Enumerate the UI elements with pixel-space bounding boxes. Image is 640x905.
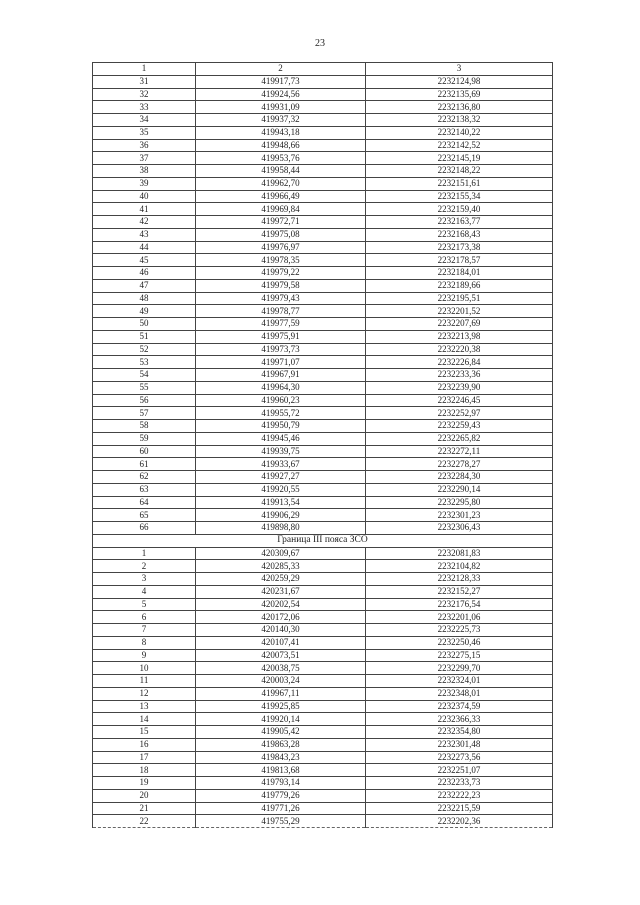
table-row xyxy=(93,713,553,726)
x-coordinate-cell: 419969,84 xyxy=(196,203,366,216)
table-row xyxy=(93,432,553,445)
x-coordinate-cell: 419971,07 xyxy=(196,356,366,369)
table-row xyxy=(93,777,553,790)
point-number-cell: 13 xyxy=(93,700,196,713)
table-row xyxy=(93,101,553,114)
x-coordinate-cell: 419920,55 xyxy=(196,483,366,496)
point-number-cell: 50 xyxy=(93,318,196,331)
section-title: Граница III пояса ЗСО xyxy=(93,534,553,547)
x-coordinate-cell: 420259,29 xyxy=(196,573,366,586)
table-row xyxy=(93,458,553,471)
point-number-cell: 32 xyxy=(93,88,196,101)
x-coordinate-cell: 420309,67 xyxy=(196,547,366,560)
point-number-cell: 22 xyxy=(93,815,196,828)
x-coordinate-cell: 419979,43 xyxy=(196,292,366,305)
table-row xyxy=(93,560,553,573)
table-row xyxy=(93,764,553,777)
point-number-cell: 14 xyxy=(93,713,196,726)
point-number-cell: 53 xyxy=(93,356,196,369)
table-row xyxy=(93,509,553,522)
table-row xyxy=(93,585,553,598)
y-coordinate-cell: 2232265,82 xyxy=(366,432,553,445)
table-row xyxy=(93,126,553,139)
point-number-cell: 46 xyxy=(93,267,196,280)
table-row xyxy=(93,802,553,815)
table-row xyxy=(93,75,553,88)
point-number-cell: 34 xyxy=(93,114,196,127)
x-coordinate-cell: 419898,80 xyxy=(196,522,366,535)
table-row xyxy=(93,751,553,764)
x-coordinate-cell: 419931,09 xyxy=(196,101,366,114)
x-coordinate-cell: 419960,23 xyxy=(196,394,366,407)
table-row xyxy=(93,330,553,343)
x-coordinate-cell: 419953,76 xyxy=(196,152,366,165)
y-coordinate-cell: 2232295,80 xyxy=(366,496,553,509)
x-coordinate-cell: 419793,14 xyxy=(196,777,366,790)
point-number-cell: 59 xyxy=(93,432,196,445)
x-coordinate-cell: 419955,72 xyxy=(196,407,366,420)
x-coordinate-cell: 419966,49 xyxy=(196,190,366,203)
table-row xyxy=(93,789,553,802)
point-number-cell: 38 xyxy=(93,165,196,178)
point-number-cell: 60 xyxy=(93,445,196,458)
y-coordinate-cell: 2232226,84 xyxy=(366,356,553,369)
table-body-top xyxy=(93,75,553,534)
point-number-cell: 62 xyxy=(93,471,196,484)
table-row xyxy=(93,152,553,165)
point-number-cell: 51 xyxy=(93,330,196,343)
column-header: 3 xyxy=(366,63,553,76)
y-coordinate-cell: 2232251,07 xyxy=(366,764,553,777)
table-row xyxy=(93,738,553,751)
table-row xyxy=(93,420,553,433)
point-number-cell: 7 xyxy=(93,624,196,637)
table-row xyxy=(93,700,553,713)
x-coordinate-cell: 419972,71 xyxy=(196,216,366,229)
point-number-cell: 39 xyxy=(93,177,196,190)
point-number-cell: 49 xyxy=(93,305,196,318)
table-row xyxy=(93,356,553,369)
x-coordinate-cell: 419843,23 xyxy=(196,751,366,764)
y-coordinate-cell: 2232207,69 xyxy=(366,318,553,331)
y-coordinate-cell: 2232124,98 xyxy=(366,75,553,88)
y-coordinate-cell: 2232272,11 xyxy=(366,445,553,458)
y-coordinate-cell: 2232301,23 xyxy=(366,509,553,522)
point-number-cell: 65 xyxy=(93,509,196,522)
x-coordinate-cell: 419920,14 xyxy=(196,713,366,726)
column-header: 1 xyxy=(93,63,196,76)
y-coordinate-cell: 2232348,01 xyxy=(366,687,553,700)
table-row xyxy=(93,407,553,420)
point-number-cell: 47 xyxy=(93,279,196,292)
table-row xyxy=(93,636,553,649)
table-row xyxy=(93,649,553,662)
x-coordinate-cell: 419979,22 xyxy=(196,267,366,280)
y-coordinate-cell: 2232148,22 xyxy=(366,165,553,178)
x-coordinate-cell: 419917,73 xyxy=(196,75,366,88)
x-coordinate-cell: 419755,29 xyxy=(196,815,366,828)
y-coordinate-cell: 2232250,46 xyxy=(366,636,553,649)
x-coordinate-cell: 419967,11 xyxy=(196,687,366,700)
y-coordinate-cell: 2232142,52 xyxy=(366,139,553,152)
y-coordinate-cell: 2232140,22 xyxy=(366,126,553,139)
x-coordinate-cell: 419813,68 xyxy=(196,764,366,777)
y-coordinate-cell: 2232246,45 xyxy=(366,394,553,407)
section-row xyxy=(93,534,553,547)
y-coordinate-cell: 2232301,48 xyxy=(366,738,553,751)
table-row xyxy=(93,88,553,101)
y-coordinate-cell: 2232081,83 xyxy=(366,547,553,560)
point-number-cell: 41 xyxy=(93,203,196,216)
x-coordinate-cell: 419779,26 xyxy=(196,789,366,802)
x-coordinate-cell: 420073,51 xyxy=(196,649,366,662)
y-coordinate-cell: 2232155,34 xyxy=(366,190,553,203)
x-coordinate-cell: 419927,27 xyxy=(196,471,366,484)
point-number-cell: 35 xyxy=(93,126,196,139)
y-coordinate-cell: 2232202,36 xyxy=(366,815,553,828)
table-row xyxy=(93,598,553,611)
x-coordinate-cell: 419976,97 xyxy=(196,241,366,254)
table-row xyxy=(93,190,553,203)
x-coordinate-cell: 419979,58 xyxy=(196,279,366,292)
x-coordinate-cell: 419978,77 xyxy=(196,305,366,318)
table-row xyxy=(93,139,553,152)
y-coordinate-cell: 2232275,15 xyxy=(366,649,553,662)
table-row xyxy=(93,177,553,190)
y-coordinate-cell: 2232324,01 xyxy=(366,675,553,688)
y-coordinate-cell: 2232178,57 xyxy=(366,254,553,267)
y-coordinate-cell: 2232128,33 xyxy=(366,573,553,586)
table-row xyxy=(93,381,553,394)
y-coordinate-cell: 2232233,73 xyxy=(366,777,553,790)
table-row xyxy=(93,624,553,637)
table-row xyxy=(93,573,553,586)
point-number-cell: 21 xyxy=(93,802,196,815)
x-coordinate-cell: 420172,06 xyxy=(196,611,366,624)
x-coordinate-cell: 419945,46 xyxy=(196,432,366,445)
table-row xyxy=(93,279,553,292)
table-row xyxy=(93,318,553,331)
y-coordinate-cell: 2232222,23 xyxy=(366,789,553,802)
y-coordinate-cell: 2232213,98 xyxy=(366,330,553,343)
point-number-cell: 3 xyxy=(93,573,196,586)
table-row xyxy=(93,662,553,675)
table-row xyxy=(93,114,553,127)
y-coordinate-cell: 2232366,33 xyxy=(366,713,553,726)
point-number-cell: 42 xyxy=(93,216,196,229)
x-coordinate-cell: 419978,35 xyxy=(196,254,366,267)
x-coordinate-cell: 419962,70 xyxy=(196,177,366,190)
table-header-row xyxy=(93,63,553,76)
x-coordinate-cell: 420285,33 xyxy=(196,560,366,573)
y-coordinate-cell: 2232252,97 xyxy=(366,407,553,420)
y-coordinate-cell: 2232159,40 xyxy=(366,203,553,216)
table-row xyxy=(93,369,553,382)
coordinates-table xyxy=(92,62,553,828)
table-body-bottom xyxy=(93,547,553,828)
y-coordinate-cell: 2232184,01 xyxy=(366,267,553,280)
y-coordinate-cell: 2232151,61 xyxy=(366,177,553,190)
x-coordinate-cell: 420231,67 xyxy=(196,585,366,598)
x-coordinate-cell: 419975,91 xyxy=(196,330,366,343)
table-row xyxy=(93,445,553,458)
x-coordinate-cell: 419913,54 xyxy=(196,496,366,509)
point-number-cell: 45 xyxy=(93,254,196,267)
point-number-cell: 12 xyxy=(93,687,196,700)
point-number-cell: 54 xyxy=(93,369,196,382)
table-row xyxy=(93,483,553,496)
y-coordinate-cell: 2232201,06 xyxy=(366,611,553,624)
y-coordinate-cell: 2232259,43 xyxy=(366,420,553,433)
y-coordinate-cell: 2232284,30 xyxy=(366,471,553,484)
table-row xyxy=(93,343,553,356)
point-number-cell: 57 xyxy=(93,407,196,420)
column-header: 2 xyxy=(196,63,366,76)
point-number-cell: 8 xyxy=(93,636,196,649)
y-coordinate-cell: 2232176,54 xyxy=(366,598,553,611)
y-coordinate-cell: 2232138,32 xyxy=(366,114,553,127)
y-coordinate-cell: 2232233,36 xyxy=(366,369,553,382)
y-coordinate-cell: 2232135,69 xyxy=(366,88,553,101)
y-coordinate-cell: 2232299,70 xyxy=(366,662,553,675)
x-coordinate-cell: 420038,75 xyxy=(196,662,366,675)
y-coordinate-cell: 2232201,52 xyxy=(366,305,553,318)
point-number-cell: 56 xyxy=(93,394,196,407)
x-coordinate-cell: 419973,73 xyxy=(196,343,366,356)
y-coordinate-cell: 2232374,59 xyxy=(366,700,553,713)
x-coordinate-cell: 420107,41 xyxy=(196,636,366,649)
table-row xyxy=(93,726,553,739)
point-number-cell: 19 xyxy=(93,777,196,790)
point-number-cell: 36 xyxy=(93,139,196,152)
point-number-cell: 4 xyxy=(93,585,196,598)
x-coordinate-cell: 419977,59 xyxy=(196,318,366,331)
x-coordinate-cell: 419967,91 xyxy=(196,369,366,382)
table-row xyxy=(93,241,553,254)
point-number-cell: 37 xyxy=(93,152,196,165)
table-row xyxy=(93,292,553,305)
table-row xyxy=(93,305,553,318)
table-row xyxy=(93,611,553,624)
x-coordinate-cell: 419950,79 xyxy=(196,420,366,433)
x-coordinate-cell: 419937,32 xyxy=(196,114,366,127)
point-number-cell: 43 xyxy=(93,228,196,241)
point-number-cell: 2 xyxy=(93,560,196,573)
table-row xyxy=(93,547,553,560)
point-number-cell: 6 xyxy=(93,611,196,624)
point-number-cell: 18 xyxy=(93,764,196,777)
table-row xyxy=(93,228,553,241)
x-coordinate-cell: 419975,08 xyxy=(196,228,366,241)
table-row xyxy=(93,675,553,688)
point-number-cell: 31 xyxy=(93,75,196,88)
y-coordinate-cell: 2232290,14 xyxy=(366,483,553,496)
point-number-cell: 66 xyxy=(93,522,196,535)
table-row xyxy=(93,394,553,407)
point-number-cell: 44 xyxy=(93,241,196,254)
y-coordinate-cell: 2232306,43 xyxy=(366,522,553,535)
y-coordinate-cell: 2232145,19 xyxy=(366,152,553,165)
y-coordinate-cell: 2232225,73 xyxy=(366,624,553,637)
point-number-cell: 20 xyxy=(93,789,196,802)
y-coordinate-cell: 2232195,51 xyxy=(366,292,553,305)
x-coordinate-cell: 419925,85 xyxy=(196,700,366,713)
x-coordinate-cell: 419948,66 xyxy=(196,139,366,152)
point-number-cell: 48 xyxy=(93,292,196,305)
x-coordinate-cell: 419905,42 xyxy=(196,726,366,739)
point-number-cell: 16 xyxy=(93,738,196,751)
point-number-cell: 33 xyxy=(93,101,196,114)
y-coordinate-cell: 2232215,59 xyxy=(366,802,553,815)
x-coordinate-cell: 420202,54 xyxy=(196,598,366,611)
table-row xyxy=(93,471,553,484)
y-coordinate-cell: 2232220,38 xyxy=(366,343,553,356)
point-number-cell: 52 xyxy=(93,343,196,356)
y-coordinate-cell: 2232104,82 xyxy=(366,560,553,573)
x-coordinate-cell: 420003,24 xyxy=(196,675,366,688)
y-coordinate-cell: 2232354,80 xyxy=(366,726,553,739)
table-row xyxy=(93,267,553,280)
table-row xyxy=(93,165,553,178)
y-coordinate-cell: 2232273,56 xyxy=(366,751,553,764)
point-number-cell: 63 xyxy=(93,483,196,496)
table-row xyxy=(93,254,553,267)
y-coordinate-cell: 2232189,66 xyxy=(366,279,553,292)
point-number-cell: 15 xyxy=(93,726,196,739)
point-number-cell: 9 xyxy=(93,649,196,662)
x-coordinate-cell: 419958,44 xyxy=(196,165,366,178)
x-coordinate-cell: 419863,28 xyxy=(196,738,366,751)
point-number-cell: 40 xyxy=(93,190,196,203)
y-coordinate-cell: 2232239,90 xyxy=(366,381,553,394)
page-number: 23 xyxy=(315,38,325,49)
point-number-cell: 5 xyxy=(93,598,196,611)
x-coordinate-cell: 419933,67 xyxy=(196,458,366,471)
point-number-cell: 61 xyxy=(93,458,196,471)
x-coordinate-cell: 419771,26 xyxy=(196,802,366,815)
y-coordinate-cell: 2232152,27 xyxy=(366,585,553,598)
table-row xyxy=(93,815,553,828)
table-row xyxy=(93,216,553,229)
x-coordinate-cell: 419906,29 xyxy=(196,509,366,522)
y-coordinate-cell: 2232136,80 xyxy=(366,101,553,114)
y-coordinate-cell: 2232168,43 xyxy=(366,228,553,241)
point-number-cell: 58 xyxy=(93,420,196,433)
point-number-cell: 17 xyxy=(93,751,196,764)
point-number-cell: 11 xyxy=(93,675,196,688)
section-header xyxy=(93,534,553,547)
x-coordinate-cell: 419924,56 xyxy=(196,88,366,101)
point-number-cell: 55 xyxy=(93,381,196,394)
table-row xyxy=(93,687,553,700)
x-coordinate-cell: 419943,18 xyxy=(196,126,366,139)
y-coordinate-cell: 2232163,77 xyxy=(366,216,553,229)
point-number-cell: 10 xyxy=(93,662,196,675)
point-number-cell: 1 xyxy=(93,547,196,560)
table-row xyxy=(93,522,553,535)
y-coordinate-cell: 2232173,38 xyxy=(366,241,553,254)
x-coordinate-cell: 419939,75 xyxy=(196,445,366,458)
point-number-cell: 64 xyxy=(93,496,196,509)
x-coordinate-cell: 420140,30 xyxy=(196,624,366,637)
table-row xyxy=(93,496,553,509)
table-row xyxy=(93,203,553,216)
x-coordinate-cell: 419964,30 xyxy=(196,381,366,394)
y-coordinate-cell: 2232278,27 xyxy=(366,458,553,471)
